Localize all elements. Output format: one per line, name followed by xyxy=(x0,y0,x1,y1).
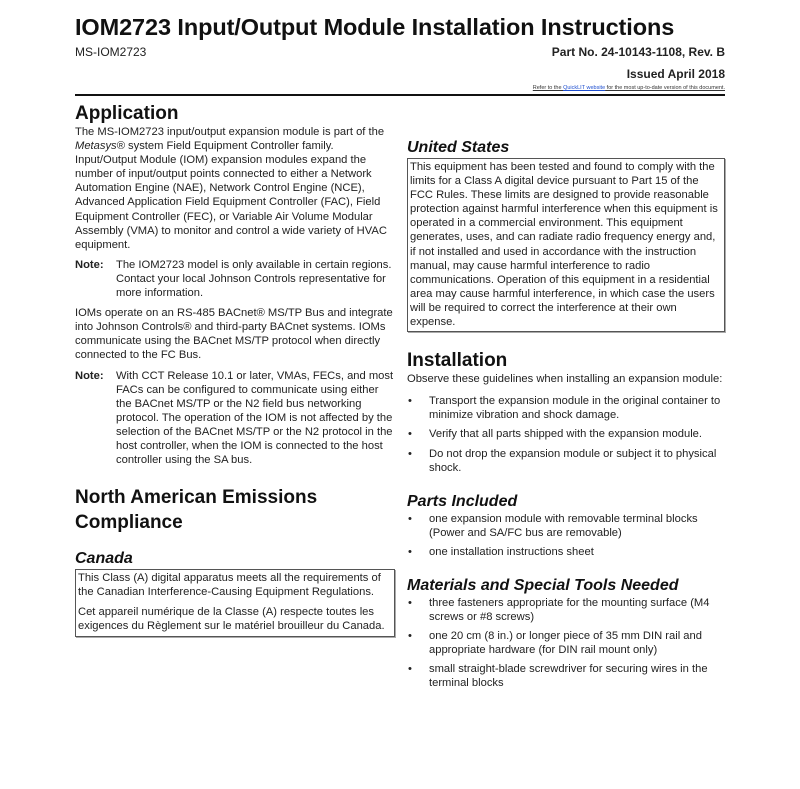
list-item-text: three fasteners appropriate for the mounting surface (M4 screws or #8 screws) xyxy=(429,596,710,624)
canada-heading: Canada xyxy=(75,550,133,568)
installation-heading: Installation xyxy=(407,350,508,372)
quicklit-link[interactable]: QuickLIT website xyxy=(563,85,606,91)
list-item-text: Verify that all parts shipped with the expansion module. xyxy=(429,428,703,441)
canada-notice-box xyxy=(75,569,395,636)
list-item xyxy=(407,629,725,657)
list-item xyxy=(407,512,725,540)
application-heading: Application xyxy=(75,103,179,124)
united-states-notice-box xyxy=(407,158,725,332)
header-rule xyxy=(75,94,725,96)
parts-included-list xyxy=(407,512,725,559)
bullet-icon: • xyxy=(408,596,412,609)
bullet-icon: • xyxy=(408,447,412,460)
application-para-2: IOMs operate on an RS-485 BACnet® MS/TP Bus and integrate into Johnson Controls® and third-party BACnet systems. IOMs communicate using the BACnet MS/TP protocol when directly connected to the FC Bus. xyxy=(75,307,393,362)
bullet-icon: • xyxy=(408,545,412,558)
list-item xyxy=(407,394,725,422)
note-2-label: Note: xyxy=(75,369,104,382)
application-para-1-b: system Field Equipment Controller family. Input/Output Module (IOM) expansion modules expand the number of input/output points connected to either a Network Automation Engine (NAE), Network Control Engine (NCE), Advanced Application Field Equipment Controller (FAC), Field Equipment Controller (FEC), or Variable Air Volume Modular Assembly (VMA) to monitor and control a wide variety of HVAC equipment. xyxy=(75,140,387,251)
materials-list xyxy=(407,596,725,691)
application-para-1 xyxy=(75,125,395,252)
right-column xyxy=(407,102,725,696)
bullet-icon: • xyxy=(408,395,412,408)
emissions-heading: North American Emissions Compliance xyxy=(75,487,318,534)
note-2-text: With CCT Release 10.1 or later, VMAs, FECs, and most FACs can be configured to communicate using either the BACnet MS/TP or the N2 field bus networking protocol. The operation of the IOM is not affected by the selection of the BACnet MS/TP or the N2 protocol in the host controller, when the IOM is connected to the host controller using the SA bus. xyxy=(116,369,394,467)
metasys-brand: Metasys® xyxy=(75,140,125,153)
installation-intro: Observe these guidelines when installing an expansion module: xyxy=(407,373,723,386)
canada-french-text: Cet appareil numérique de la Classe (A) respecte toutes les exigences du Règlement sur le matériel brouilleur du Canada. xyxy=(78,606,385,633)
application-para-1-a: The MS-IOM2723 input/output expansion module is part of the xyxy=(75,126,385,138)
materials-heading: Materials and Special Tools Needed xyxy=(407,576,679,594)
part-number: Part No. 24-10143-1108, Rev. B xyxy=(551,45,725,59)
canada-english-text: This Class (A) digital apparatus meets all the requirements of the Canadian Interference-Causing Equipment Regulations. xyxy=(78,572,381,599)
list-item-text: small straight-blade screwdriver for securing wires in the terminal blocks xyxy=(429,663,708,690)
refer-suffix: for the most up-to-date version of this document. xyxy=(605,85,725,91)
list-item xyxy=(407,447,725,475)
refer-notice xyxy=(533,85,725,91)
united-states-heading: United States xyxy=(407,139,510,156)
document-title: IOM2723 Input/Output Module Installation Instructions xyxy=(75,14,675,40)
installation-list xyxy=(407,394,725,474)
bullet-icon: • xyxy=(408,512,412,525)
united-states-text: This equipment has been tested and found to comply with the limits for a Class A digital device pursuant to Part 15 of the FCC Rules. These limits are designed to provide reasonable protection against harmful interference when this equipment is operated in a commercial environment. This equipment generates, uses, and can radiate radio frequency energy and, if not installed and used in accordance with the instruction manual, may cause harmful interference to radio communications. Operation of this equipment in a residential area may cause harmful interference, in which case the users will be required to correct the interference at their own expense. xyxy=(410,161,718,329)
list-item xyxy=(407,596,725,624)
list-item-text: one 20 cm (8 in.) or longer piece of 35 mm DIN rail and appropriate hardware (for DIN rail mount only) xyxy=(429,630,702,657)
list-item-text: Do not drop the expansion module or subject it to physical shock. xyxy=(429,447,717,474)
note-1-label: Note: xyxy=(75,258,104,271)
issued-date: Issued April 2018 xyxy=(626,67,725,81)
note-2 xyxy=(75,369,395,468)
list-item-text: one expansion module with removable terminal blocks (Power and SA/FC bus are removable) xyxy=(429,512,698,539)
list-item xyxy=(407,545,725,559)
list-item-text: Transport the expansion module in the original container to minimize vibration and shock damage. xyxy=(429,395,721,422)
note-1-text: The IOM2723 model is only available in certain regions. Contact your local Johnson Controls representative for more information. xyxy=(116,258,392,300)
list-item xyxy=(407,427,725,441)
refer-prefix: Refer to the xyxy=(532,85,564,91)
bullet-icon: • xyxy=(408,630,412,643)
document-id: MS-IOM2723 xyxy=(75,45,147,59)
bullet-icon: • xyxy=(408,663,412,676)
list-item xyxy=(407,662,725,690)
parts-included-heading: Parts Included xyxy=(407,492,518,510)
note-1 xyxy=(75,258,395,300)
list-item-text: one installation instructions sheet xyxy=(429,545,594,558)
left-column xyxy=(75,102,395,637)
bullet-icon: • xyxy=(408,428,412,441)
